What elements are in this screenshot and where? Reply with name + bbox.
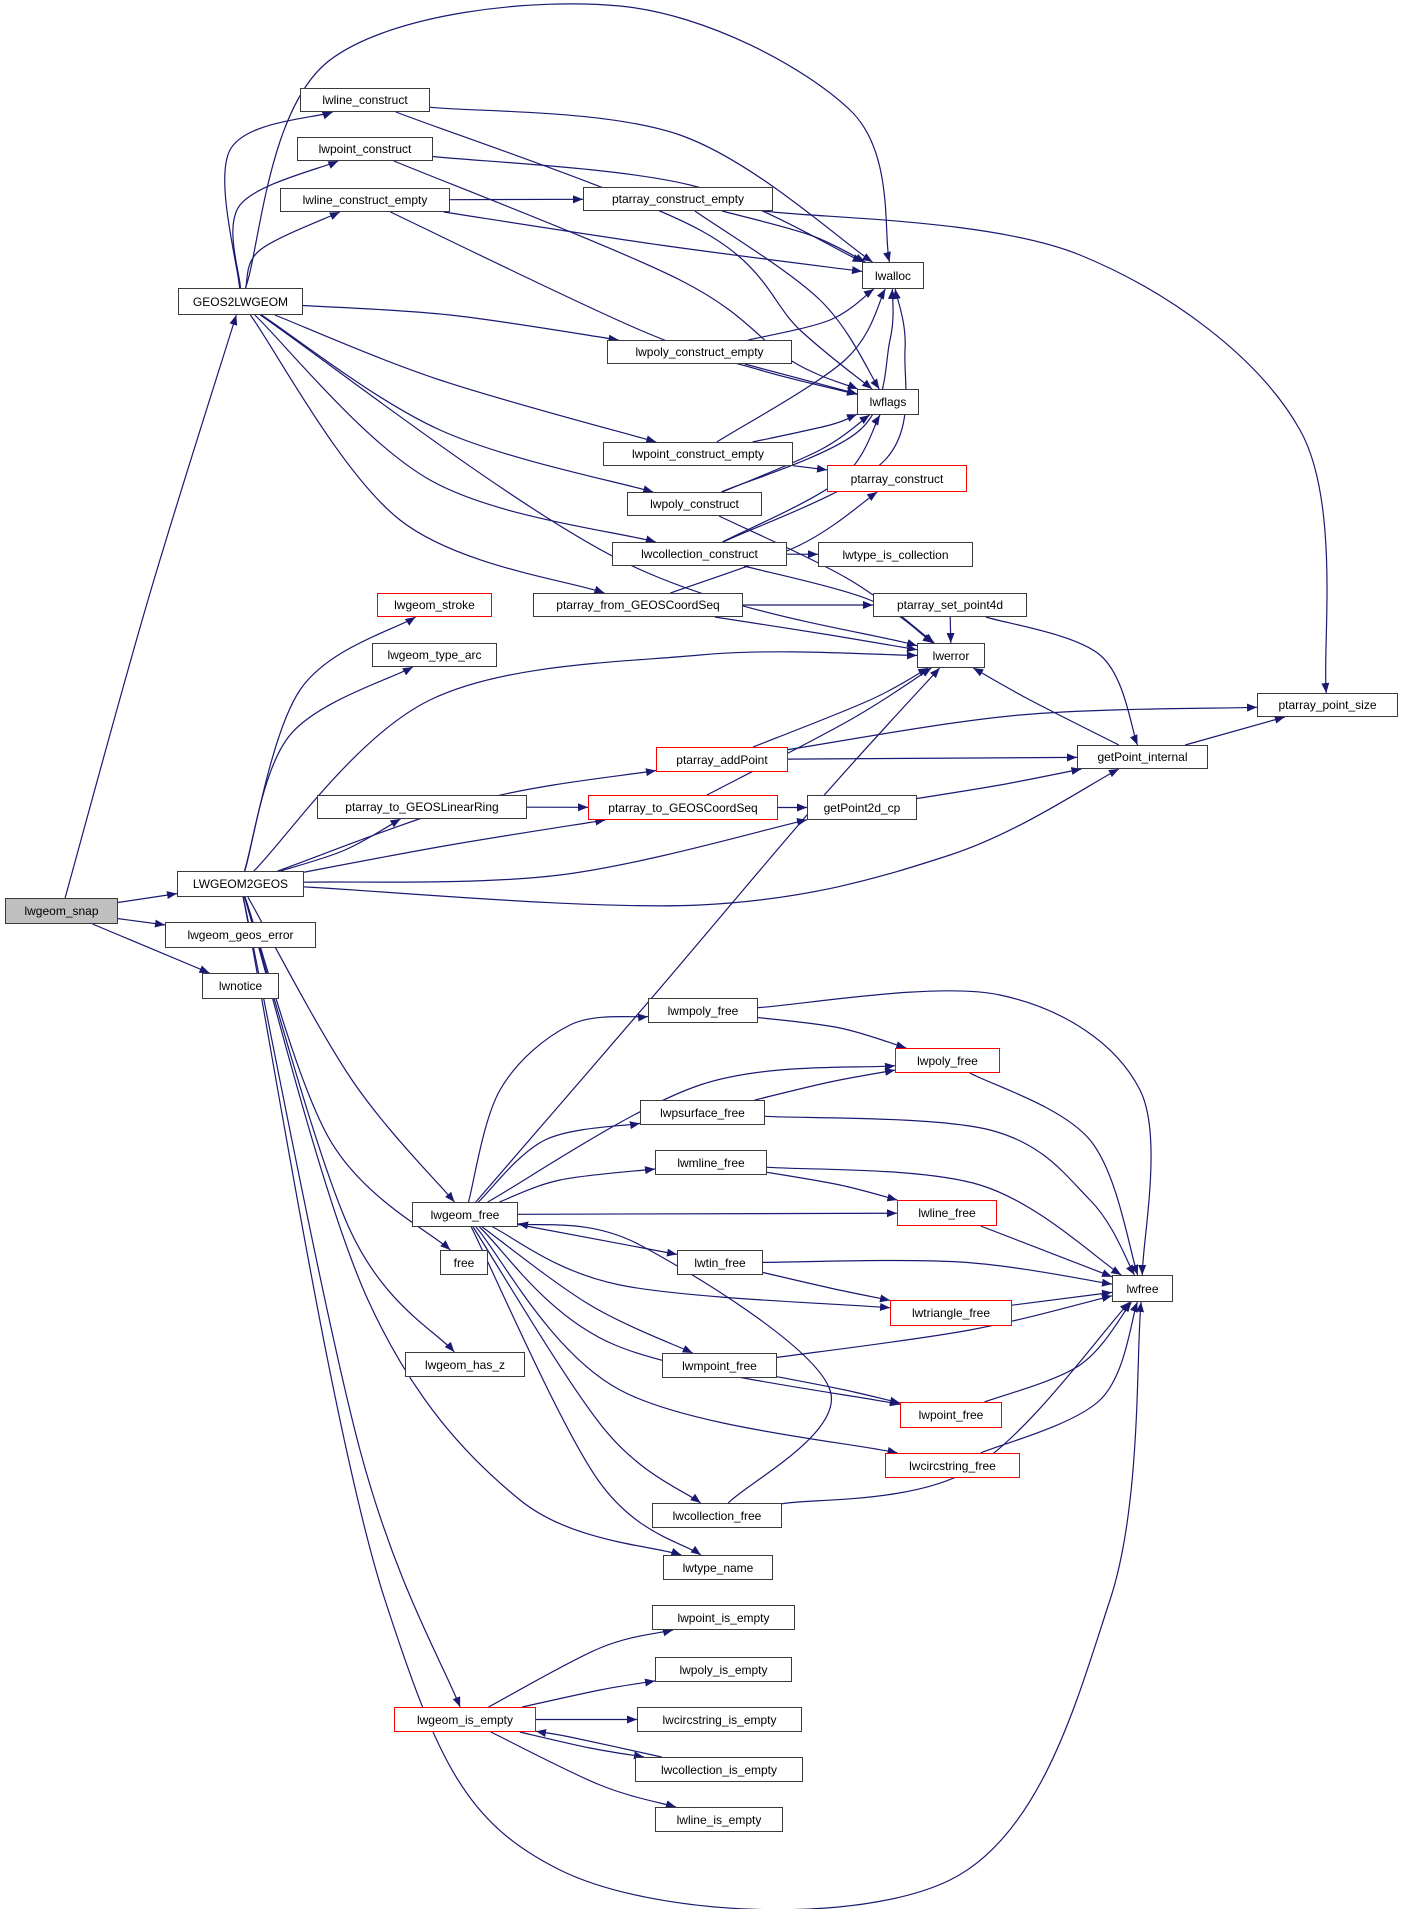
node-lwalloc[interactable]: lwalloc [862, 262, 924, 289]
edge-lwmpoint_free-to-lwpoint_free [777, 1377, 900, 1403]
node-ptarray_to_GEOSLinearRing[interactable]: ptarray_to_GEOSLinearRing [317, 795, 527, 819]
edge-lwpoly_free-to-lwfree [970, 1073, 1138, 1275]
edge-lwcollection_is_empty-to-lwgeom_is_empty [536, 1731, 662, 1757]
edge-GEOS2LWGEOM-to-lwpoint_construct [233, 161, 338, 288]
edge-lwpoly_construct_empty-to-lwalloc [748, 289, 874, 340]
edge-lwpoint_construct_empty-to-lwflags [753, 414, 857, 442]
node-lwcollection_free[interactable]: lwcollection_free [652, 1503, 782, 1528]
node-LWGEOM2GEOS[interactable]: LWGEOM2GEOS [177, 871, 304, 897]
edge-ptarray_addPoint-to-lwerror [753, 668, 928, 747]
edge-LWGEOM2GEOS-to-getPoint_internal [304, 769, 1119, 906]
edge-GEOS2LWGEOM-to-lwpoly_construct_empty [303, 306, 619, 341]
edge-lwmpoly_free-to-lwfree [758, 991, 1151, 1275]
node-lwpoly_is_empty[interactable]: lwpoly_is_empty [655, 1657, 792, 1682]
node-ptarray_addPoint[interactable]: ptarray_addPoint [656, 747, 788, 772]
edge-LWGEOM2GEOS-to-free [245, 897, 450, 1250]
node-lwpsurface_free[interactable]: lwpsurface_free [640, 1100, 765, 1125]
edge-ptarray_to_GEOSCoordSeq-to-lwerror [707, 668, 932, 795]
edge-lwgeom_free-to-lwmpoly_free [469, 1017, 649, 1203]
edge-GEOS2LWGEOM-to-lwpoint_construct_empty [275, 315, 656, 442]
node-lwtriangle_free[interactable]: lwtriangle_free [890, 1300, 1012, 1326]
edge-lwgeom_is_empty-to-lwpoly_is_empty [522, 1681, 655, 1707]
edge-lwgeom_free-to-lwmpoint_free [482, 1227, 692, 1353]
edge-lwgeom_is_empty-to-lwpoint_is_empty [489, 1630, 673, 1707]
node-lwline_is_empty[interactable]: lwline_is_empty [655, 1807, 783, 1832]
edge-lwline_free-to-lwfree [981, 1226, 1112, 1277]
node-lwmline_free[interactable]: lwmline_free [655, 1150, 767, 1175]
edge-getPoint_internal-to-lwerror [973, 668, 1119, 745]
edge-lwmpoly_free-to-lwpoly_free [758, 1018, 906, 1049]
node-lwcollection_construct[interactable]: lwcollection_construct [612, 542, 787, 566]
node-ptarray_point_size[interactable]: ptarray_point_size [1257, 693, 1398, 717]
edge-lwline_construct_empty-to-lwflags [390, 212, 857, 394]
edge-ptarray_set_point4d-to-lwerror [950, 617, 951, 643]
edge-LWGEOM2GEOS-to-ptarray_to_GEOSCoordSeq [304, 820, 605, 872]
node-lwpoint_construct[interactable]: lwpoint_construct [297, 137, 433, 161]
edge-lwpoint_construct_empty-to-lwalloc [717, 289, 886, 442]
edge-lwgeom_is_empty-to-lwcollection_is_empty [520, 1732, 644, 1757]
node-lwline_construct[interactable]: lwline_construct [300, 88, 430, 112]
edge-LWGEOM2GEOS-to-ptarray_addPoint [278, 771, 656, 872]
node-lwgeom_geos_error[interactable]: lwgeom_geos_error [165, 922, 316, 948]
node-lwpoint_is_empty[interactable]: lwpoint_is_empty [652, 1605, 795, 1630]
node-ptarray_construct_empty[interactable]: ptarray_construct_empty [583, 187, 773, 211]
edge-lwgeom_free-to-lwline_free [518, 1213, 897, 1214]
node-lwfree[interactable]: lwfree [1112, 1275, 1173, 1302]
edge-ptarray_set_point4d-to-getPoint_internal [986, 617, 1138, 745]
edge-GEOS2LWGEOM-to-lwline_construct_empty [246, 212, 340, 288]
node-lwpoly_free[interactable]: lwpoly_free [895, 1048, 1000, 1073]
edge-lwmline_free-to-lwline_free [767, 1172, 897, 1200]
edge-ptarray_construct_empty-to-ptarray_point_size [764, 211, 1327, 693]
node-getPoint2d_cp[interactable]: getPoint2d_cp [807, 795, 917, 820]
edge-lwgeom_free-to-lwmline_free [499, 1169, 655, 1202]
edge-ptarray_construct_empty-to-lwalloc [722, 211, 865, 262]
node-lwline_free[interactable]: lwline_free [897, 1200, 997, 1226]
node-lwtype_is_collection[interactable]: lwtype_is_collection [818, 542, 973, 567]
node-lwmpoly_free[interactable]: lwmpoly_free [648, 998, 758, 1023]
edge-lwtin_free-to-lwtriangle_free [763, 1273, 890, 1301]
node-lwcollection_is_empty[interactable]: lwcollection_is_empty [635, 1757, 803, 1782]
node-ptarray_set_point4d[interactable]: ptarray_set_point4d [873, 593, 1027, 617]
edge-ptarray_from_GEOSCoordSeq-to-lwerror [715, 617, 917, 650]
node-lwgeom_free[interactable]: lwgeom_free [412, 1202, 518, 1227]
node-lwgeom_is_empty[interactable]: lwgeom_is_empty [394, 1707, 536, 1732]
node-lwtin_free[interactable]: lwtin_free [677, 1250, 763, 1275]
edge-LWGEOM2GEOS-to-getPoint2d_cp [304, 820, 807, 882]
edge-lwpoly_construct_empty-to-lwflags [745, 364, 857, 394]
edge-LWGEOM2GEOS-to-lwgeom_is_empty [243, 897, 460, 1707]
node-GEOS2LWGEOM[interactable]: GEOS2LWGEOM [178, 288, 303, 315]
edge-LWGEOM2GEOS-to-lwerror [254, 652, 917, 871]
edge-lwgeom_free-to-lwpoly_free [488, 1066, 895, 1202]
edge-lwline_construct-to-lwalloc [430, 107, 873, 262]
edge-LWGEOM2GEOS-to-lwgeom_type_arc [245, 667, 413, 871]
edge-GEOS2LWGEOM-to-lwpoly_construct [262, 315, 654, 492]
node-lwmpoint_free[interactable]: lwmpoint_free [662, 1353, 777, 1378]
edge-lwtin_free-to-lwfree [763, 1260, 1112, 1284]
node-lwtype_name[interactable]: lwtype_name [663, 1555, 773, 1580]
node-lwgeom_stroke[interactable]: lwgeom_stroke [377, 593, 492, 617]
node-lwgeom_snap[interactable]: lwgeom_snap [5, 898, 118, 924]
edge-LWGEOM2GEOS-to-lwgeom_has_z [245, 897, 455, 1352]
edge-lwgeom_free-to-lwpsurface_free [478, 1123, 640, 1202]
node-free[interactable]: free [440, 1250, 488, 1275]
node-lwpoly_construct[interactable]: lwpoly_construct [627, 492, 762, 516]
node-lwflags[interactable]: lwflags [857, 389, 919, 415]
node-lwgeom_has_z[interactable]: lwgeom_has_z [405, 1352, 525, 1377]
edge-lwpoly_construct-to-lwerror [719, 516, 934, 643]
edge-lwline_construct_empty-to-lwalloc [444, 212, 862, 271]
edge-lwgeom_free-to-lwtin_free [518, 1225, 677, 1255]
edge-GEOS2LWGEOM-to-lwcollection_construct [255, 315, 656, 542]
edge-lwpsurface_free-to-lwpoly_free [755, 1070, 895, 1100]
node-ptarray_to_GEOSCoordSeq[interactable]: ptarray_to_GEOSCoordSeq [588, 795, 778, 820]
node-lwgeom_type_arc[interactable]: lwgeom_type_arc [372, 643, 497, 667]
edge-ptarray_addPoint-to-getPoint_internal [788, 757, 1077, 759]
node-lwpoint_free[interactable]: lwpoint_free [900, 1402, 1002, 1428]
edge-lwgeom_snap-to-lwgeom_geos_error [118, 919, 165, 925]
edge-getPoint_internal-to-ptarray_point_size [1185, 717, 1285, 745]
node-ptarray_from_GEOSCoordSeq[interactable]: ptarray_from_GEOSCoordSeq [533, 593, 743, 617]
node-getPoint_internal[interactable]: getPoint_internal [1077, 745, 1208, 769]
edge-GEOS2LWGEOM-to-ptarray_from_GEOSCoordSeq [250, 315, 604, 593]
node-lwpoly_construct_empty[interactable]: lwpoly_construct_empty [607, 340, 792, 364]
node-lwcircstring_free[interactable]: lwcircstring_free [885, 1453, 1020, 1478]
node-ptarray_construct[interactable]: ptarray_construct [827, 465, 967, 492]
node-lwnotice[interactable]: lwnotice [202, 973, 279, 999]
edge-ptarray_addPoint-to-ptarray_point_size [788, 707, 1257, 749]
edge-lwpoint_construct_empty-to-ptarray_construct [793, 466, 827, 470]
edge-lwtriangle_free-to-lwfree [1012, 1292, 1112, 1305]
node-lwerror[interactable]: lwerror [917, 643, 985, 668]
edge-LWGEOM2GEOS-to-ptarray_to_GEOSLinearRing [281, 819, 401, 871]
node-lwcircstring_is_empty[interactable]: lwcircstring_is_empty [637, 1707, 802, 1732]
edge-lwgeom_snap-to-LWGEOM2GEOS [118, 894, 177, 903]
edge-lwgeom_snap-to-GEOS2LWGEOM [65, 315, 236, 898]
edge-lwpsurface_free-to-lwfree [765, 1116, 1135, 1275]
edge-getPoint2d_cp-to-getPoint_internal [917, 769, 1081, 799]
node-lwline_construct_empty[interactable]: lwline_construct_empty [280, 188, 450, 212]
node-lwpoint_construct_empty[interactable]: lwpoint_construct_empty [603, 442, 793, 466]
